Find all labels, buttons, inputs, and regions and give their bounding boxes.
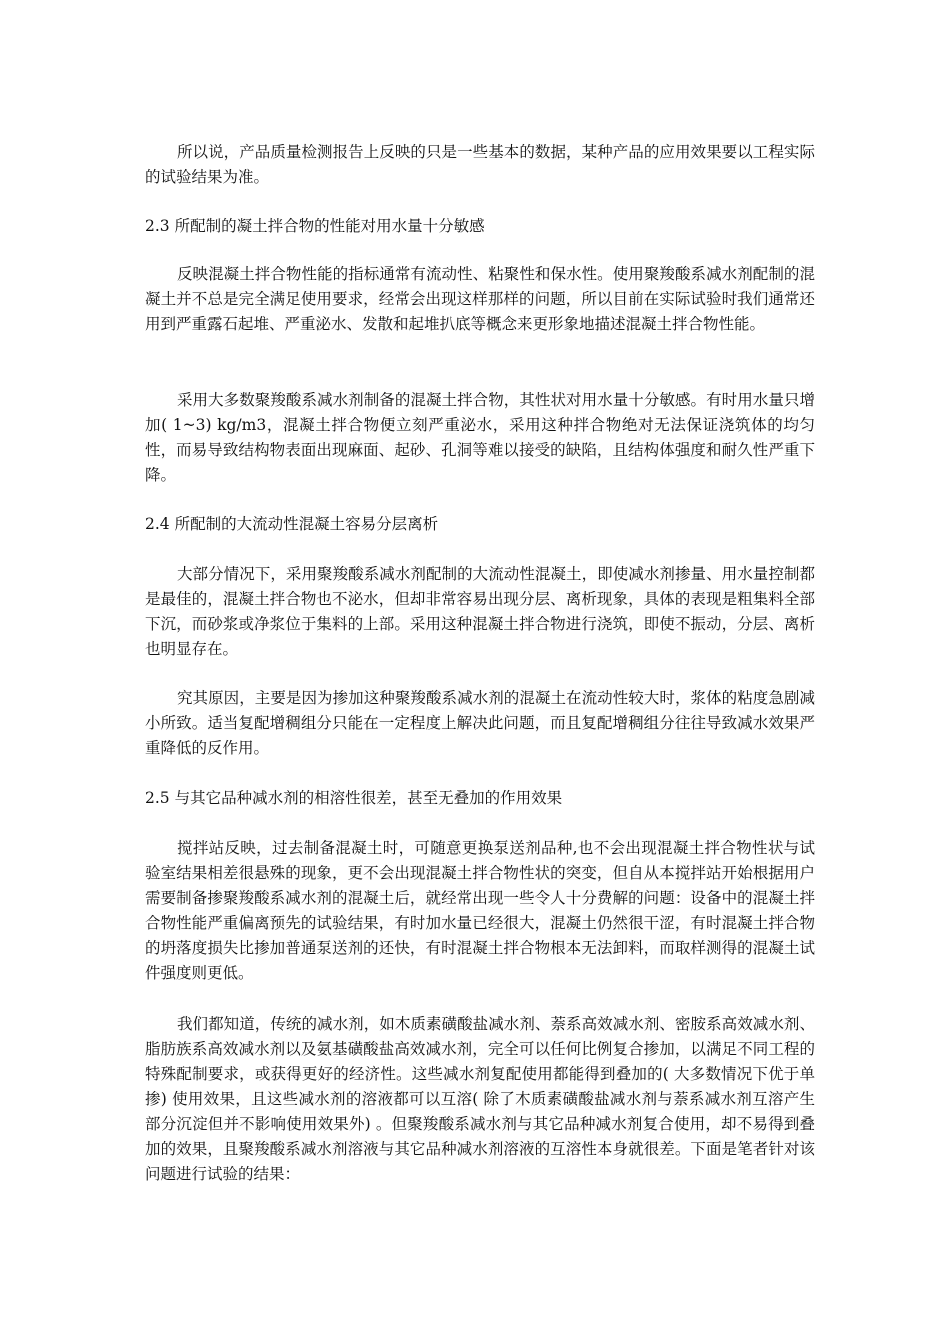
paragraph-water-sensitivity: 采用大多数聚羧酸系减水剂制备的混凝土拌合物，其性状对用水量十分敏感。有时用水量只增加( 1~3) kg/m3，混凝土拌合物便立刻严重泌水，采用这种拌合物绝对无法保证浇筑体的均匀性，而易导致结构物表面出现麻面、起砂、孔洞等难以接受的缺陷，且结构体强度和耐久性严重下降。 bbox=[145, 391, 815, 484]
paragraph-mixing-station: 搅拌站反映，过去制备混凝土时，可随意更换泵送剂品种,也不会出现混凝土拌合物性状与试验室结果相差很悬殊的现象，更不会出现混凝土拌合物性状的突变，但自从本搅拌站开始根据用户需要制备掺聚羧酸系减水剂的混凝土后，就经常出现一些令人十分费解的问题：设备中的混凝土拌合物性能严重偏离预先的试验结果，有时加水量已经很大，混凝土仍然很干涩，有时混凝土拌合物的坍落度损失比掺加普通泵送剂的还快，有时混凝土拌合物根本无法卸料，而取样测得的混凝土试件强度则更低。 bbox=[145, 839, 815, 982]
paragraph-workability-indicators: 反映混凝土拌合物性能的指标通常有流动性、粘聚性和保水性。使用聚羧酸系减水剂配制的混凝土并不总是完全满足使用要求，经常会出现这样那样的问题，所以目前在实际试验时我们通常还用到严重露石起堆、严重泌水、发散和起堆扒底等概念来更形象地描述混凝土拌合物性能。 bbox=[145, 265, 815, 333]
paragraph-conclusion: 所以说，产品质量检测报告上反映的只是一些基本的数据，某种产品的应用效果要以工程实际的试验结果为准。 bbox=[145, 143, 815, 186]
paragraph-viscosity-cause: 究其原因，主要是因为掺加这种聚羧酸系减水剂的混凝土在流动性较大时，浆体的粘度急剧减小所致。适当复配增稠组分只能在一定程度上解决此问题，而且复配增稠组分往往导致减水效果严重降低的反作用。 bbox=[145, 689, 815, 757]
section-heading-2-5: 2.5 与其它品种减水剂的相溶性很差，甚至无叠加的作用效果 bbox=[145, 789, 563, 807]
paragraph-traditional-reducers: 我们都知道，传统的减水剂，如木质素磺酸盐减水剂、萘系高效减水剂、密胺系高效减水剂、脂肪族系高效减水剂以及氨基磺酸盐高效减水剂，完全可以任何比例复合掺加，以满足不同工程的特殊配制要求，或获得更好的经济性。这些减水剂复配使用都能得到叠加的( 大多数情况下优于单掺) 使用效果，且这些减水剂的溶液都可以互溶( 除了木质素磺酸盐减水剂与萘系减水剂互溶产生部分沉淀但并不影响使用效果外) 。但聚羧酸系减水剂与其它品种减水剂复合使用，却不易得到叠加的效果，且聚羧酸系减水剂溶液与其它品种减水剂溶液的互溶性本身就很差。下面是笔者针对该问题进行试验的结果： bbox=[145, 1015, 815, 1183]
paragraph-segregation: 大部分情况下，采用聚羧酸系减水剂配制的大流动性混凝土，即使减水剂掺量、用水量控制都是最佳的，混凝土拌合物也不泌水，但却非常容易出现分层、离析现象，具体的表现是粗集料全部下沉，而砂浆或净浆位于集料的上部。采用这种混凝土拌合物进行浇筑，即使不振动，分层、离析也明显存在。 bbox=[145, 565, 815, 658]
section-heading-2-3: 2.3 所配制的凝土拌合物的性能对用水量十分敏感 bbox=[145, 217, 485, 235]
section-heading-2-4: 2.4 所配制的大流动性混凝土容易分层离析 bbox=[145, 515, 439, 533]
